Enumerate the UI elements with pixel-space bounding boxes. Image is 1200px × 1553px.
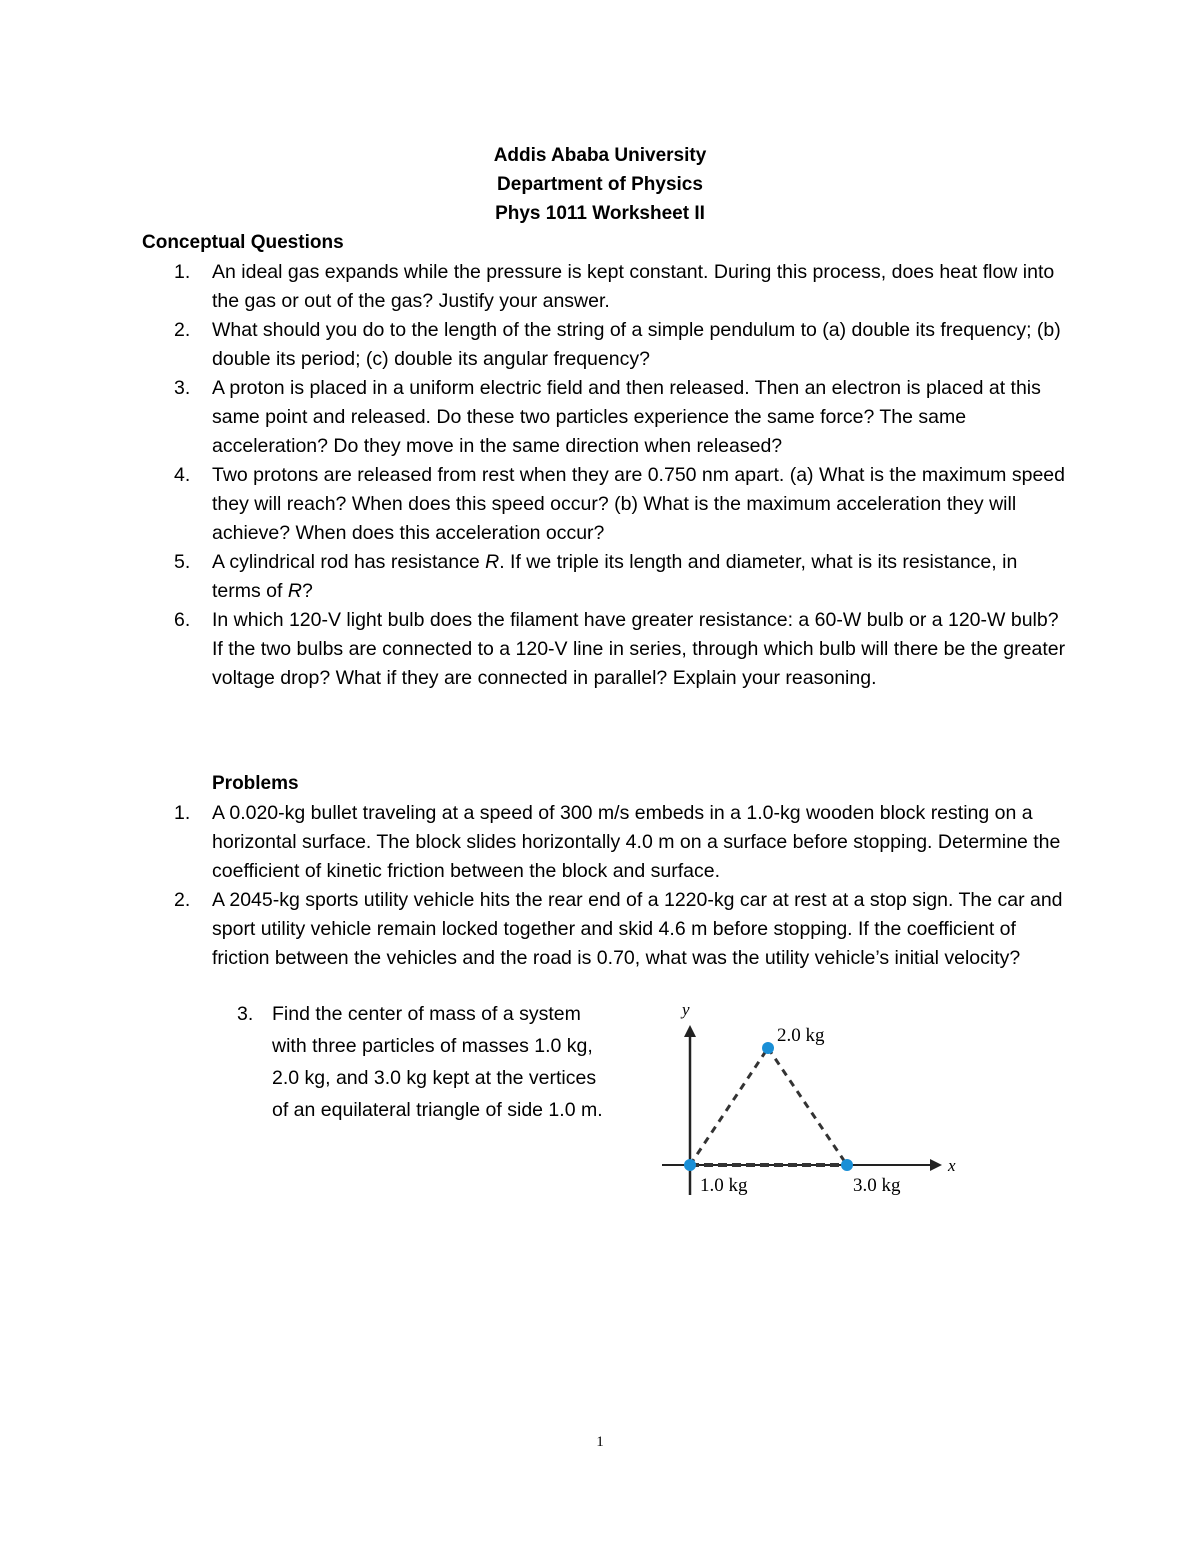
university-name: Addis Ababa University <box>493 145 707 166</box>
conceptual-question <box>170 548 1070 606</box>
problems-section-title: Problems <box>212 773 299 794</box>
question-text: Two protons are released from rest when they are 0.750 nm apart. (a) What is the maximum speed they will reach? When does this speed occur? (b) What is the maximum acceleration they will achieve? When does this acceleration occur? <box>212 464 1065 544</box>
conceptual-question <box>170 606 1070 693</box>
x-axis-arrow-icon <box>930 1159 942 1171</box>
conceptual-question <box>170 316 1070 374</box>
question-text: What should you do to the length of the string of a simple pendulum to (a) double its frequency; (b) double its period; (c) double its angular frequency? <box>212 319 1061 370</box>
center-of-mass-figure <box>650 995 970 1205</box>
mass-dot-right <box>841 1159 853 1171</box>
y-axis-label: y <box>682 1000 690 1019</box>
y-axis-arrow-icon <box>684 1025 696 1037</box>
department-name: Department of Physics <box>497 174 703 195</box>
x-axis-label: x <box>948 1156 956 1175</box>
question-number: 4. <box>174 464 191 486</box>
conceptual-question <box>170 374 1070 461</box>
problem-text: Find the center of mass of a system with three particles of masses 1.0 kg, 2.0 kg, and 3.0 kg kept at the vertices of an equilateral triangle of side 1.0 m. <box>272 1003 603 1121</box>
conceptual-section-title: Conceptual Questions <box>142 232 344 253</box>
problem-number: 2. <box>174 889 191 911</box>
triangle-left-edge <box>690 1048 768 1165</box>
problem-number: 1. <box>174 802 191 824</box>
question-text: An ideal gas expands while the pressure is kept constant. During this process, does heat flow into the gas or out of the gas? Justify your answer. <box>212 261 1055 312</box>
problem-number: 3. <box>237 1003 254 1025</box>
question-number: 1. <box>174 261 191 283</box>
resistance-variable: R <box>485 551 500 573</box>
problem-text: A 0.020-kg bullet traveling at a speed of 300 m/s embeds in a 1.0-kg wooden block resting on a horizontal surface. The block slides horizontally 4.0 m on a surface before stopping. Determine the coefficient of kinetic friction between the block and surface. <box>212 802 1061 882</box>
mass-label-right: 3.0 kg <box>853 1175 901 1196</box>
document-header <box>0 141 1200 228</box>
conceptual-question <box>170 258 1070 316</box>
problem-item <box>170 799 1070 886</box>
problem-item <box>170 886 1070 973</box>
question-number: 6. <box>174 609 191 631</box>
mass-dot-left <box>684 1159 696 1171</box>
mass-dot-top <box>762 1042 774 1054</box>
conceptual-question <box>170 461 1070 548</box>
mass-label-top: 2.0 kg <box>777 1025 825 1046</box>
problem-text: A 2045-kg sports utility vehicle hits the rear end of a 1220-kg car at rest at a stop sign. The car and sport utility vehicle remain locked together and skid 4.6 m before stopping. If the coefficient of friction between the vehicles and the road is 0.70, what was the utility vehicle’s initial velocity? <box>212 889 1063 969</box>
question-number: 5. <box>174 551 191 573</box>
page-number: 1 <box>596 1434 604 1450</box>
question-number: 2. <box>174 319 191 341</box>
mass-label-left: 1.0 kg <box>700 1175 748 1196</box>
problem-item-3 <box>237 998 617 1126</box>
worksheet-title: Phys 1011 Worksheet II <box>495 203 705 224</box>
question-text: In which 120-V light bulb does the filament have greater resistance: a 60-W bulb or a 120-W bulb? If the two bulbs are connected to a 120-V line in series, through which bulb will there be the greater voltage drop? What if they are connected in parallel? Explain your reasoning. <box>212 609 1066 689</box>
question-number: 3. <box>174 377 191 399</box>
triangle-right-edge <box>768 1048 847 1165</box>
resistance-variable: R <box>287 580 302 602</box>
question-text: A cylindrical rod has resistance R. If we triple its length and diameter, what is its resistance, in terms of R? <box>212 551 1018 602</box>
question-text: A proton is placed in a uniform electric field and then released. Then an electron is placed at this same point and released. Do these two particles experience the same force? The same acceleration? Do they move in the same direction when released? <box>212 377 1041 457</box>
problem-list <box>170 799 1070 973</box>
conceptual-question-list <box>170 258 1070 693</box>
